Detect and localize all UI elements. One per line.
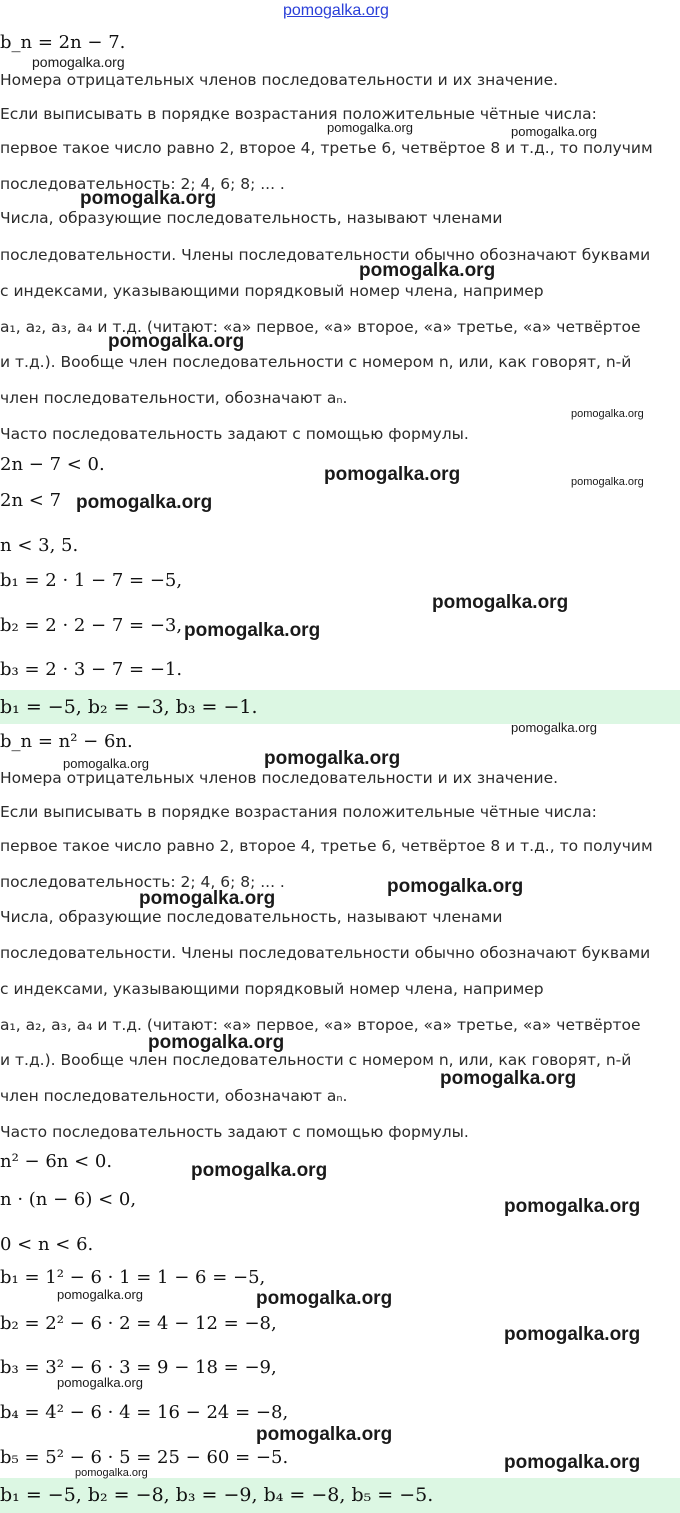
step-2-4: b₁ = 1² − 6 · 1 = 1 − 6 = −5,: [0, 1267, 266, 1288]
theory-2-line-7: a₁, a₂, a₃, a₄ и т.д. (читают: «a» первое, «a» второе, «a» третье, «a» четвёртое: [0, 1016, 641, 1034]
watermark: pomogalka.org: [191, 1160, 328, 1181]
theory-1-line-4: Числа, образующие последовательность, называют членами: [0, 209, 503, 227]
step-1-6: b₃ = 2 · 3 − 7 = −1.: [0, 659, 183, 680]
step-2-1: n² − 6n < 0.: [0, 1151, 113, 1172]
theory-2-line-8: и т.д.). Вообще член последовательности с номером n, или, как говорят, n-й: [0, 1051, 632, 1069]
watermark: pomogalka.org: [511, 720, 597, 735]
theory-2-line-10: Часто последовательность задают с помощью формулы.: [0, 1123, 469, 1141]
watermark: pomogalka.org: [324, 464, 461, 485]
theory-2-line-6: с индексами, указывающими порядковый номер члена, например: [0, 980, 544, 998]
step-2-5: b₂ = 2² − 6 · 2 = 4 − 12 = −8,: [0, 1313, 277, 1334]
theory-2-line-2: первое такое число равно 2, второе 4, третье 6, четвёртое 8 и т.д., то получим: [0, 837, 653, 855]
theory-1-line-1: Если выписывать в порядке возрастания положительные чётные числа:: [0, 105, 597, 123]
watermark: pomogalka.org: [63, 756, 149, 771]
step-1-4: b₁ = 2 · 1 − 7 = −5,: [0, 570, 183, 591]
formula-2: b_n = n² − 6n.: [0, 731, 133, 752]
watermark: pomogalka.org: [76, 492, 213, 513]
step-2-2: n · (n − 6) < 0,: [0, 1189, 137, 1210]
watermark: pomogalka.org: [571, 476, 644, 488]
step-1-2: 2n < 7: [0, 490, 62, 511]
answer-2: b₁ = −5, b₂ = −8, b₃ = −9, b₄ = −8, b₅ = −5.: [0, 1484, 434, 1506]
watermark: pomogalka.org: [504, 1324, 641, 1345]
formula-1: b_n = 2n − 7.: [0, 32, 126, 53]
watermark: pomogalka.org: [75, 1467, 148, 1479]
watermark: pomogalka.org: [256, 1424, 393, 1445]
watermark: pomogalka.org: [264, 748, 401, 769]
watermark: pomogalka.org: [148, 1032, 285, 1053]
heading-1: Номера отрицательных членов последовательности и их значение.: [0, 71, 559, 89]
watermark: pomogalka.org: [387, 876, 524, 897]
step-2-7: b₄ = 4² − 6 · 4 = 16 − 24 = −8,: [0, 1402, 289, 1423]
site-link[interactable]: pomogalka.org: [283, 2, 389, 19]
theory-2-line-5: последовательности. Члены последовательности обычно обозначают буквами: [0, 944, 651, 962]
step-1-1: 2n − 7 < 0.: [0, 454, 105, 475]
watermark: pomogalka.org: [32, 54, 125, 70]
watermark: pomogalka.org: [511, 124, 597, 139]
theory-1-line-9: член последовательности, обозначают aₙ.: [0, 389, 348, 407]
watermark: pomogalka.org: [327, 120, 413, 135]
watermark: pomogalka.org: [57, 1287, 143, 1302]
watermark: pomogalka.org: [359, 260, 496, 281]
theory-1-line-2: первое такое число равно 2, второе 4, третье 6, четвёртое 8 и т.д., то получим: [0, 139, 653, 157]
watermark: pomogalka.org: [184, 620, 321, 641]
theory-1-line-7: a₁, a₂, a₃, a₄ и т.д. (читают: «a» первое, «a» второе, «a» третье, «a» четвёртое: [0, 318, 641, 336]
heading-2: Номера отрицательных членов последовательности и их значение.: [0, 769, 559, 787]
step-1-5: b₂ = 2 · 2 − 7 = −3,: [0, 615, 183, 636]
watermark: pomogalka.org: [139, 888, 276, 909]
watermark: pomogalka.org: [440, 1068, 577, 1089]
watermark: pomogalka.org: [256, 1288, 393, 1309]
theory-2-line-4: Числа, образующие последовательность, называют членами: [0, 908, 503, 926]
theory-1-line-8: и т.д.). Вообще член последовательности с номером n, или, как говорят, n-й: [0, 353, 632, 371]
watermark: pomogalka.org: [108, 331, 245, 352]
answer-1: b₁ = −5, b₂ = −3, b₃ = −1.: [0, 696, 258, 718]
watermark: pomogalka.org: [571, 408, 644, 420]
step-2-3: 0 < n < 6.: [0, 1234, 94, 1255]
theory-1-line-6: с индексами, указывающими порядковый номер члена, например: [0, 282, 544, 300]
theory-1-line-5: последовательности. Члены последовательности обычно обозначают буквами: [0, 246, 651, 264]
watermark: pomogalka.org: [57, 1375, 143, 1390]
step-2-6: b₃ = 3² − 6 · 3 = 9 − 18 = −9,: [0, 1357, 277, 1378]
theory-1-line-3: последовательность: 2; 4, 6; 8; ... .: [0, 175, 285, 193]
theory-2-line-3: последовательность: 2; 4, 6; 8; ... .: [0, 873, 285, 891]
watermark: pomogalka.org: [504, 1196, 641, 1217]
step-2-8: b₅ = 5² − 6 · 5 = 25 − 60 = −5.: [0, 1447, 289, 1468]
watermark: pomogalka.org: [504, 1452, 641, 1473]
step-1-3: n < 3, 5.: [0, 535, 79, 556]
watermark: pomogalka.org: [432, 592, 569, 613]
watermark: pomogalka.org: [80, 188, 217, 209]
theory-2-line-9: член последовательности, обозначают aₙ.: [0, 1087, 348, 1105]
theory-2-line-1: Если выписывать в порядке возрастания положительные чётные числа:: [0, 803, 597, 821]
theory-1-line-10: Часто последовательность задают с помощью формулы.: [0, 425, 469, 443]
